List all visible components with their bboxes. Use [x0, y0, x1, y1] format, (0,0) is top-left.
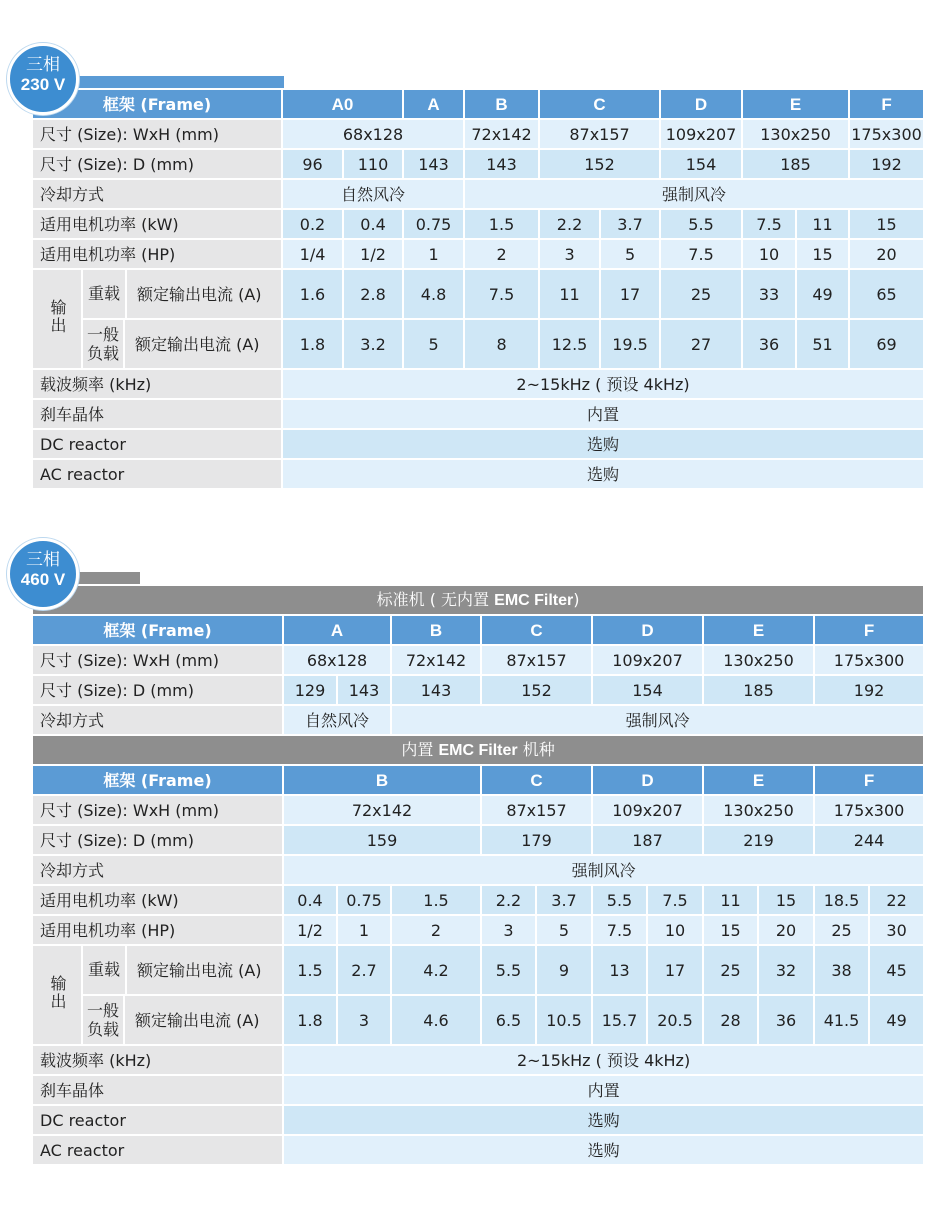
ac-reactor-row [32, 459, 924, 489]
ac-reactor-label: AC reactor [32, 1135, 283, 1165]
heavy-current-value: 13 [592, 945, 647, 995]
normal-duty-cell [82, 995, 283, 1045]
cooling-label: 冷却方式 [32, 855, 283, 885]
size-wh-label: 尺寸 (Size): WxH (mm) [32, 119, 282, 149]
power-hp-value: 15 [796, 239, 849, 269]
normal-current-value: 8 [464, 319, 539, 369]
frame-f: F [814, 615, 924, 645]
frame-e: E [703, 615, 814, 645]
brake-row [32, 399, 924, 429]
size-wh-value: 87x157 [481, 795, 592, 825]
power-hp-row [32, 239, 924, 269]
cooling-forced: 强制风冷 [283, 855, 924, 885]
power-kw-value: 3.7 [600, 209, 660, 239]
frame-b: B [391, 615, 481, 645]
power-hp-value: 20 [758, 915, 814, 945]
frame-c: C [481, 765, 592, 795]
power-hp-value: 30 [869, 915, 924, 945]
normal-current-value: 4.6 [391, 995, 481, 1045]
normal-current-value: 36 [758, 995, 814, 1045]
heavy-current-value: 17 [647, 945, 703, 995]
carrier-value: 2~15kHz ( 预设 4kHz) [282, 369, 924, 399]
normal-current-value: 15.7 [592, 995, 647, 1045]
size-wh-value: 175x300 [814, 645, 924, 675]
normal-current-value: 41.5 [814, 995, 869, 1045]
size-wh-value: 109x207 [592, 645, 703, 675]
size-d-value: 143 [337, 675, 391, 705]
carrier-row [32, 1045, 924, 1075]
size-d-label: 尺寸 (Size): D (mm) [32, 675, 283, 705]
brake-label: 刹车晶体 [32, 1075, 283, 1105]
size-wh-value: 68x128 [282, 119, 464, 149]
normal-duty-type: 一般负载 [83, 996, 125, 1044]
frame-d: D [660, 89, 742, 119]
normal-current-value: 6.5 [481, 995, 536, 1045]
emc-model-title: 内置 EMC Filter 机种 [32, 735, 924, 765]
heavy-duty-type: 重载 [83, 946, 127, 994]
size-wh-value: 175x300 [814, 795, 924, 825]
heavy-current-value: 11 [539, 269, 600, 319]
size-d-value: 110 [343, 149, 403, 179]
size-wh-value: 109x207 [660, 119, 742, 149]
power-kw-value: 11 [796, 209, 849, 239]
power-hp-value: 1 [403, 239, 464, 269]
heavy-current-value: 38 [814, 945, 869, 995]
frame-f: F [814, 765, 924, 795]
power-kw-value: 2.2 [539, 209, 600, 239]
normal-current-value: 36 [742, 319, 796, 369]
size-wh-label: 尺寸 (Size): WxH (mm) [32, 795, 283, 825]
frame-a: A [403, 89, 464, 119]
standard-model-title-row [32, 585, 924, 615]
size-d-value: 96 [282, 149, 343, 179]
voltage-badge-460: 三相 460 V [7, 538, 79, 610]
brake-row [32, 1075, 924, 1105]
heavy-duty-label: 额定输出电流 (A) [137, 960, 262, 980]
power-hp-row [32, 915, 924, 945]
normal-current-value: 51 [796, 319, 849, 369]
power-kw-value: 15 [849, 209, 924, 239]
size-wh-value: 130x250 [742, 119, 849, 149]
cooling-row [32, 179, 924, 209]
size-d-value: 179 [481, 825, 592, 855]
cooling-forced: 强制风冷 [391, 705, 924, 735]
heavy-current-value: 5.5 [481, 945, 536, 995]
brake-value: 内置 [282, 399, 924, 429]
normal-duty-type: 一般负载 [83, 320, 125, 368]
normal-current-value: 20.5 [647, 995, 703, 1045]
heavy-duty-cell [82, 945, 283, 995]
standard-model-title: 标准机 ( 无内置 EMC Filter) [32, 585, 924, 615]
normal-current-value: 1.8 [282, 319, 343, 369]
power-hp-value: 10 [742, 239, 796, 269]
power-kw-value: 22 [869, 885, 924, 915]
power-kw-value: 11 [703, 885, 758, 915]
power-kw-value: 0.4 [343, 209, 403, 239]
heavy-current-value: 33 [742, 269, 796, 319]
spec-table-460v [31, 584, 925, 1166]
size-wh-value: 130x250 [703, 645, 814, 675]
normal-duty-cell [82, 319, 282, 369]
normal-duty-row [32, 995, 924, 1045]
carrier-label: 载波频率 (kHz) [32, 1045, 283, 1075]
power-kw-value: 18.5 [814, 885, 869, 915]
size-d-value: 192 [814, 675, 924, 705]
normal-current-value: 28 [703, 995, 758, 1045]
power-kw-value: 15 [758, 885, 814, 915]
carrier-value: 2~15kHz ( 预设 4kHz) [283, 1045, 924, 1075]
frame-a0: A0 [282, 89, 403, 119]
cooling-natural: 自然风冷 [283, 705, 391, 735]
size-wh-value: 72x142 [391, 645, 481, 675]
size-wh-value: 130x250 [703, 795, 814, 825]
frame-header-row [32, 615, 924, 645]
heavy-current-value: 4.8 [403, 269, 464, 319]
dc-reactor-row [32, 429, 924, 459]
power-kw-value: 3.7 [536, 885, 592, 915]
size-d-value: 152 [539, 149, 660, 179]
power-kw-value: 7.5 [647, 885, 703, 915]
frame-d: D [592, 615, 703, 645]
ac-reactor-value: 选购 [283, 1135, 924, 1165]
heavy-duty-row [32, 945, 924, 995]
frame-a: A [283, 615, 391, 645]
ac-reactor-row [32, 1135, 924, 1165]
frame-header-label: 框架 (Frame) [32, 615, 283, 645]
heavy-current-value: 25 [660, 269, 742, 319]
heavy-current-value: 32 [758, 945, 814, 995]
power-kw-value: 7.5 [742, 209, 796, 239]
size-wh-row [32, 119, 924, 149]
size-d-row [32, 149, 924, 179]
dc-reactor-label: DC reactor [32, 1105, 283, 1135]
size-d-row [32, 825, 924, 855]
frame-e: E [703, 765, 814, 795]
heavy-current-value: 45 [869, 945, 924, 995]
power-hp-value: 7.5 [660, 239, 742, 269]
power-hp-value: 1/2 [283, 915, 337, 945]
size-d-label: 尺寸 (Size): D (mm) [32, 825, 283, 855]
size-d-value: 154 [592, 675, 703, 705]
power-kw-row [32, 209, 924, 239]
power-kw-value: 0.75 [403, 209, 464, 239]
size-d-value: 143 [464, 149, 539, 179]
heavy-duty-label: 额定输出电流 (A) [137, 284, 262, 304]
heavy-current-value: 9 [536, 945, 592, 995]
power-hp-label: 适用电机功率 (HP) [32, 915, 283, 945]
size-wh-value: 72x142 [464, 119, 539, 149]
frame-f: F [849, 89, 924, 119]
power-kw-label: 适用电机功率 (kW) [32, 885, 283, 915]
size-d-label: 尺寸 (Size): D (mm) [32, 149, 282, 179]
cooling-row [32, 855, 924, 885]
size-wh-row [32, 795, 924, 825]
size-d-value: 192 [849, 149, 924, 179]
frame-header-label: 框架 (Frame) [32, 765, 283, 795]
dc-reactor-value: 选购 [283, 1105, 924, 1135]
cooling-natural: 自然风冷 [282, 179, 464, 209]
size-d-value: 152 [481, 675, 592, 705]
normal-current-value: 49 [869, 995, 924, 1045]
size-wh-value: 87x157 [481, 645, 592, 675]
normal-current-value: 10.5 [536, 995, 592, 1045]
voltage-badge-230: 三相 230 V [7, 43, 79, 115]
frame-c: C [539, 89, 660, 119]
heavy-duty-cell [82, 269, 282, 319]
normal-current-value: 19.5 [600, 319, 660, 369]
frame-c: C [481, 615, 592, 645]
power-kw-value: 0.2 [282, 209, 343, 239]
heavy-current-value: 17 [600, 269, 660, 319]
normal-current-value: 5 [403, 319, 464, 369]
frame-d: D [592, 765, 703, 795]
cooling-row [32, 705, 924, 735]
size-d-value: 129 [283, 675, 337, 705]
heavy-current-value: 2.7 [337, 945, 391, 995]
size-d-row [32, 675, 924, 705]
size-wh-value: 87x157 [539, 119, 660, 149]
size-d-value: 143 [391, 675, 481, 705]
power-kw-value: 0.4 [283, 885, 337, 915]
power-hp-value: 7.5 [592, 915, 647, 945]
heavy-duty-row [32, 269, 924, 319]
power-hp-value: 2 [464, 239, 539, 269]
normal-current-value: 3 [337, 995, 391, 1045]
normal-duty-label: 额定输出电流 (A) [135, 1010, 260, 1030]
heavy-current-value: 1.6 [282, 269, 343, 319]
cooling-label: 冷却方式 [32, 705, 283, 735]
power-kw-value: 2.2 [481, 885, 536, 915]
size-d-value: 159 [283, 825, 481, 855]
power-hp-value: 15 [703, 915, 758, 945]
heavy-duty-type: 重载 [83, 270, 127, 318]
power-hp-value: 10 [647, 915, 703, 945]
size-wh-row [32, 645, 924, 675]
size-wh-value: 72x142 [283, 795, 481, 825]
power-kw-value: 5.5 [660, 209, 742, 239]
heavy-current-value: 4.2 [391, 945, 481, 995]
normal-current-value: 3.2 [343, 319, 403, 369]
normal-current-value: 69 [849, 319, 924, 369]
normal-current-value: 27 [660, 319, 742, 369]
power-hp-value: 1 [337, 915, 391, 945]
power-kw-row [32, 885, 924, 915]
size-d-value: 143 [403, 149, 464, 179]
cooling-forced: 强制风冷 [464, 179, 924, 209]
heavy-current-value: 25 [703, 945, 758, 995]
power-hp-value: 20 [849, 239, 924, 269]
normal-current-value: 1.8 [283, 995, 337, 1045]
carrier-row [32, 369, 924, 399]
frame-header-row [32, 765, 924, 795]
carrier-label: 载波频率 (kHz) [32, 369, 282, 399]
frame-header-row [32, 89, 924, 119]
power-hp-value: 3 [481, 915, 536, 945]
dc-reactor-value: 选购 [282, 429, 924, 459]
dc-reactor-row [32, 1105, 924, 1135]
heavy-current-value: 49 [796, 269, 849, 319]
power-kw-value: 1.5 [391, 885, 481, 915]
size-d-value: 185 [703, 675, 814, 705]
power-kw-value: 1.5 [464, 209, 539, 239]
power-hp-value: 2 [391, 915, 481, 945]
size-wh-value: 175x300 [849, 119, 924, 149]
heavy-current-value: 1.5 [283, 945, 337, 995]
brake-label: 刹车晶体 [32, 399, 282, 429]
ac-reactor-label: AC reactor [32, 459, 282, 489]
emc-model-title-row [32, 735, 924, 765]
size-wh-value: 109x207 [592, 795, 703, 825]
power-hp-value: 5 [536, 915, 592, 945]
power-hp-value: 25 [814, 915, 869, 945]
spec-table-230v [31, 88, 925, 490]
size-d-value: 244 [814, 825, 924, 855]
size-d-value: 154 [660, 149, 742, 179]
size-d-value: 219 [703, 825, 814, 855]
heavy-current-value: 2.8 [343, 269, 403, 319]
power-hp-value: 5 [600, 239, 660, 269]
power-kw-value: 0.75 [337, 885, 391, 915]
output-label: 输出 [32, 269, 82, 369]
size-wh-label: 尺寸 (Size): WxH (mm) [32, 645, 283, 675]
cooling-label: 冷却方式 [32, 179, 282, 209]
frame-b: B [283, 765, 481, 795]
size-d-value: 187 [592, 825, 703, 855]
power-hp-value: 1/2 [343, 239, 403, 269]
size-wh-value: 68x128 [283, 645, 391, 675]
normal-duty-label: 额定输出电流 (A) [135, 334, 260, 354]
heavy-current-value: 65 [849, 269, 924, 319]
dc-reactor-label: DC reactor [32, 429, 282, 459]
normal-current-value: 12.5 [539, 319, 600, 369]
power-hp-value: 3 [539, 239, 600, 269]
output-label: 输出 [32, 945, 82, 1045]
power-hp-value: 1/4 [282, 239, 343, 269]
frame-e: E [742, 89, 849, 119]
heavy-current-value: 7.5 [464, 269, 539, 319]
power-kw-label: 适用电机功率 (kW) [32, 209, 282, 239]
frame-b: B [464, 89, 539, 119]
ac-reactor-value: 选购 [282, 459, 924, 489]
brake-value: 内置 [283, 1075, 924, 1105]
normal-duty-row [32, 319, 924, 369]
frame-header-label: 框架 (Frame) [32, 89, 282, 119]
power-kw-value: 5.5 [592, 885, 647, 915]
size-d-value: 185 [742, 149, 849, 179]
power-hp-label: 适用电机功率 (HP) [32, 239, 282, 269]
